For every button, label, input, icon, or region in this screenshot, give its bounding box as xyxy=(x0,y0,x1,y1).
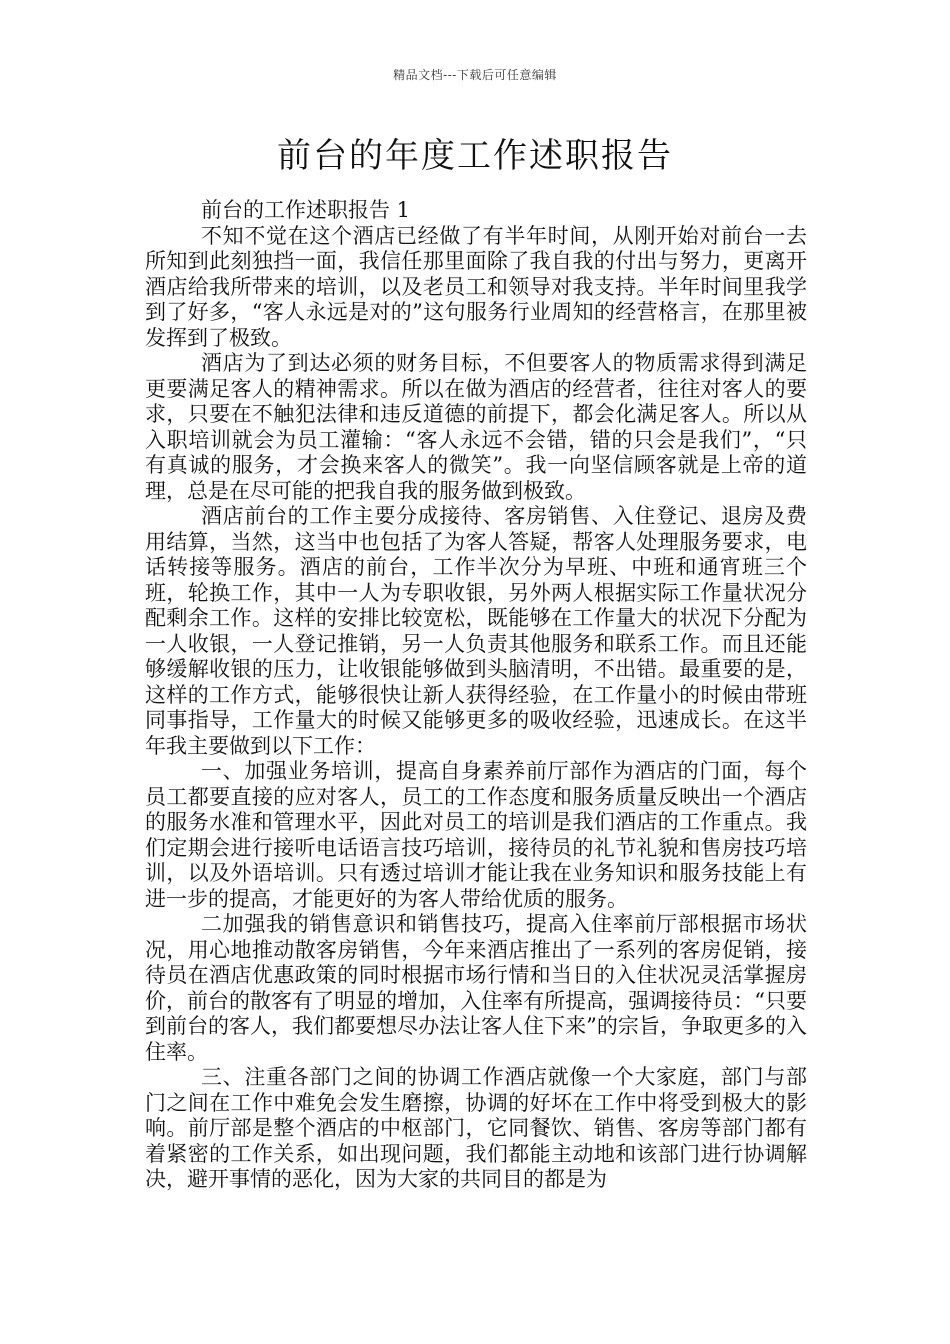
document-title: 前台的年度工作述职报告 xyxy=(277,136,673,176)
report-subtitle: 前台的工作述职报告 1 xyxy=(201,198,411,222)
paragraph-coordination: 三、注重各部门之间的协调工作酒店就像一个大家庭，部门与部门之间在工作中难免会发生磨擦，协调的好坏在工作中将受到极大的影响。前厅部是整个酒店的中枢部门，它同餐饮、销售、客房等部门都有着紧密的工作关系，如出现问题，我们都能主动地和该部门进行协调解决，避开事情的恶化，因为大家的共同目的都是为 xyxy=(145,1065,807,1191)
paragraph-sales: 二加强我的销售意识和销售技巧，提高入住率前厅部根据市场状况，用心地推动散客房销售，今年来酒店推出了一系列的客房促销，接待员在酒店优惠政策的同时根据市场行情和当日的入住状况灵活掌握房价，前台的散客有了明显的增加，入住率有所提高，强调接待员：“只要到前台的客人，我们都要想尽办法让客人住下来”的宗旨，争取更多的入住率。 xyxy=(145,912,807,1064)
paragraph-intro: 不知不觉在这个酒店已经做了有半年时间，从刚开始对前台一去所知到此刻独挡一面，我信任那里面除了我自我的付出与努力，更离开酒店给我所带来的培训，以及老员工和领导对我支持。半年时间里我学到了好多，“客人永远是对的”这句服务行业周知的经营格言，在那里被发挥到了极致。 xyxy=(145,223,807,350)
paragraph-goals: 酒店为了到达必须的财务目标，不但要客人的物质需求得到满足更要满足客人的精神需求。所以在做为酒店的经营者，往往对客人的要求，只要在不触犯法律和违反道德的前提下，都会化满足客人。所以从入职培训就会为员工灌输：“客人永远不会错，错的只会是我们”，“只有真诚的服务，才会换来客人的微笑”。我一向坚信顾客就是上帝的道理，总是在尽可能的把我自我的服务做到极致。 xyxy=(145,351,807,503)
document-body xyxy=(145,198,807,1193)
paragraph-duties: 酒店前台的工作主要分成接待、客房销售、入住登记、退房及费用结算，当然，这当中也包括了为客人答疑，帮客人处理服务要求，电话转接等服务。酒店的前台，工作半次分为早班、中班和通宵班三个班，轮换工作，其中一人为专职收银，另外两人根据实际工作量状况分配剩余工作。这样的安排比较宽松，既能够在工作量大的状况下分配为一人收银，一人登记推销，另一人负责其他服务和联系工作。而且还能够缓解收银的压力，让收银能够做到头脑清明，不出错。最重要的是，这样的工作方式，能够很快让新人获得经验，在工作量小的时候由带班同事指导，工作量大的时候又能够更多的吸收经验，迅速成长。在这半年我主要做到以下工作： xyxy=(145,504,807,758)
header-note: 精品文档---下载后可任意编辑 xyxy=(393,68,557,82)
paragraph-training: 一、加强业务培训，提高自身素养前厅部作为酒店的门面，每个员工都要直接的应对客人，员工的工作态度和服务质量反映出一个酒店的服务水准和管理水平，因此对员工的培训是我们酒店的工作重点。我们定期会进行接听电话语言技巧培训，接待员的礼节礼貌和售房技巧培训，以及外语培训。只有透过培训才能让我在业务知识和服务技能上有进一步的提高，才能更好的为客人带给优质的服务。 xyxy=(145,759,807,911)
